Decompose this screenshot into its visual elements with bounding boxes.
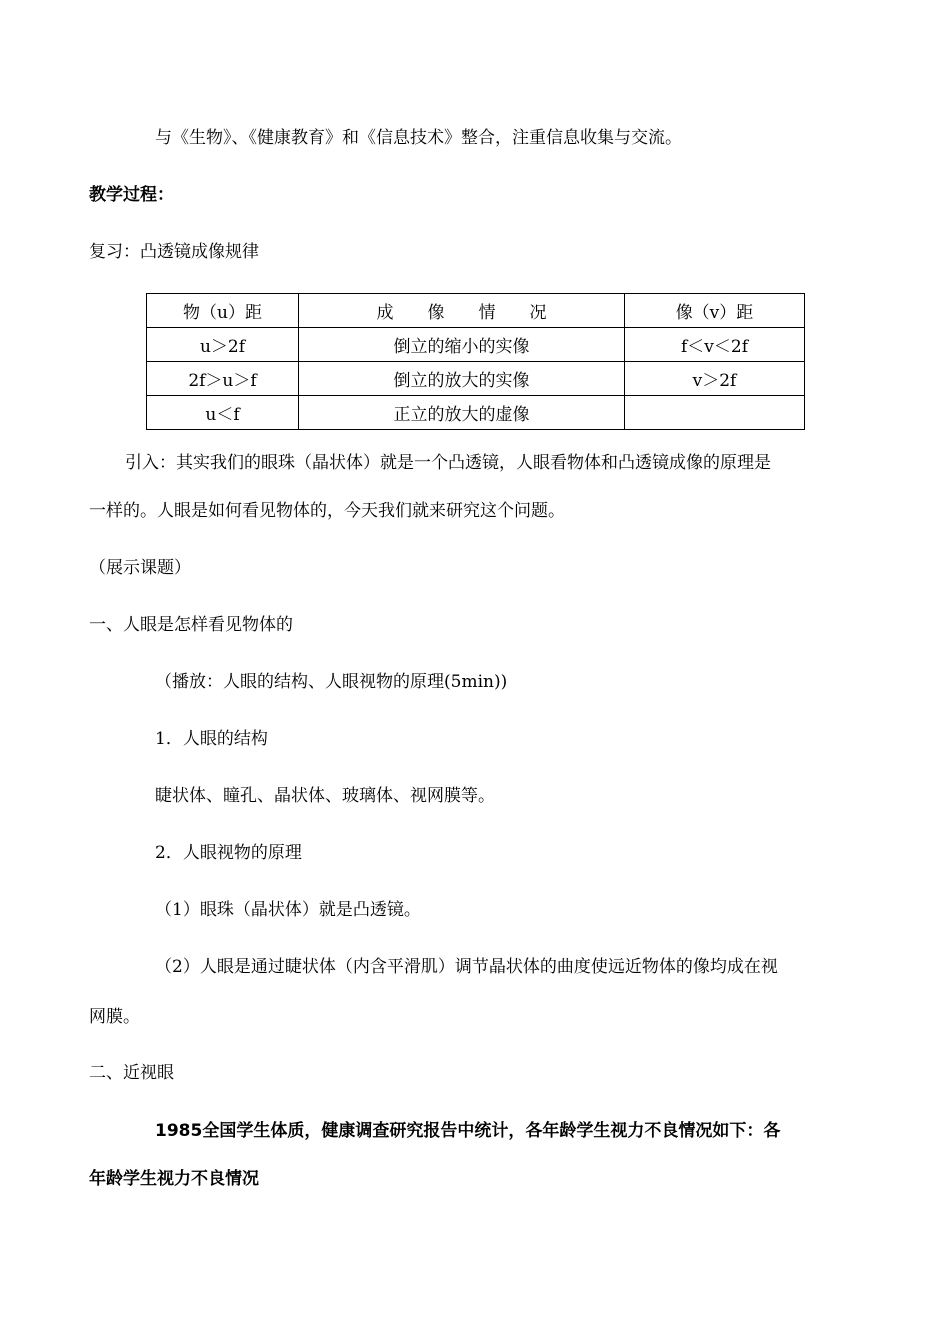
show-topic: （展示课题）: [89, 558, 191, 578]
table-cell: 2f＞u＞f: [147, 362, 299, 396]
table-cell: u＞2f: [147, 328, 299, 362]
table-header-row: [147, 294, 805, 328]
intro-paragraph-line2: 一样的。人眼是如何看见物体的，今天我们就来研究这个问题。: [89, 501, 565, 521]
point2-line2: 网膜。: [89, 1007, 140, 1027]
table-cell: 倒立的放大的实像: [299, 362, 625, 396]
table-cell: [625, 396, 805, 430]
section2-title: 二、近视眼: [89, 1063, 174, 1083]
point1: （1）眼珠（晶状体）就是凸透镜。: [155, 900, 421, 920]
table-cell: 倒立的缩小的实像: [299, 328, 625, 362]
table-header-cell: 像（v）距: [625, 294, 805, 328]
table-row: [147, 362, 805, 396]
report-line2: 年龄学生视力不良情况: [89, 1169, 259, 1189]
lens-imaging-table: [146, 293, 805, 430]
table-cell: 正立的放大的虚像: [299, 396, 625, 430]
intro-paragraph-line1: 引入：其实我们的眼珠（晶状体）就是一个凸透镜，人眼看物体和凸透镜成像的原理是: [125, 453, 771, 473]
table-cell: f＜v＜2f: [625, 328, 805, 362]
table-row: [147, 396, 805, 430]
table-header-cell: 物（u）距: [147, 294, 299, 328]
section1-title: 一、人眼是怎样看见物体的: [89, 615, 293, 635]
sub1-title: 1．人眼的结构: [155, 729, 268, 749]
table-cell: u＜f: [147, 396, 299, 430]
play-note: （播放：人眼的结构、人眼视物的原理(5min)): [155, 672, 508, 692]
table-cell: v＞2f: [625, 362, 805, 396]
process-heading: 教学过程：: [89, 185, 174, 205]
table-row: [147, 328, 805, 362]
table-header-cell: 成 像 情 况: [299, 294, 625, 328]
intro-line: 与《生物》、《健康教育》和《信息技术》整合，注重信息收集与交流。: [155, 128, 682, 148]
sub2-title: 2．人眼视物的原理: [155, 843, 302, 863]
sub1-body: 睫状体、瞳孔、晶状体、玻璃体、视网膜等。: [155, 786, 495, 806]
point2-line1: （2）人眼是通过睫状体（内含平滑肌）调节晶状体的曲度使远近物体的像均成在视: [155, 957, 778, 977]
report-line1: 1985全国学生体质，健康调查研究报告中统计，各年龄学生视力不良情况如下：各: [155, 1121, 781, 1141]
review-heading: 复习：凸透镜成像规律: [89, 242, 259, 262]
